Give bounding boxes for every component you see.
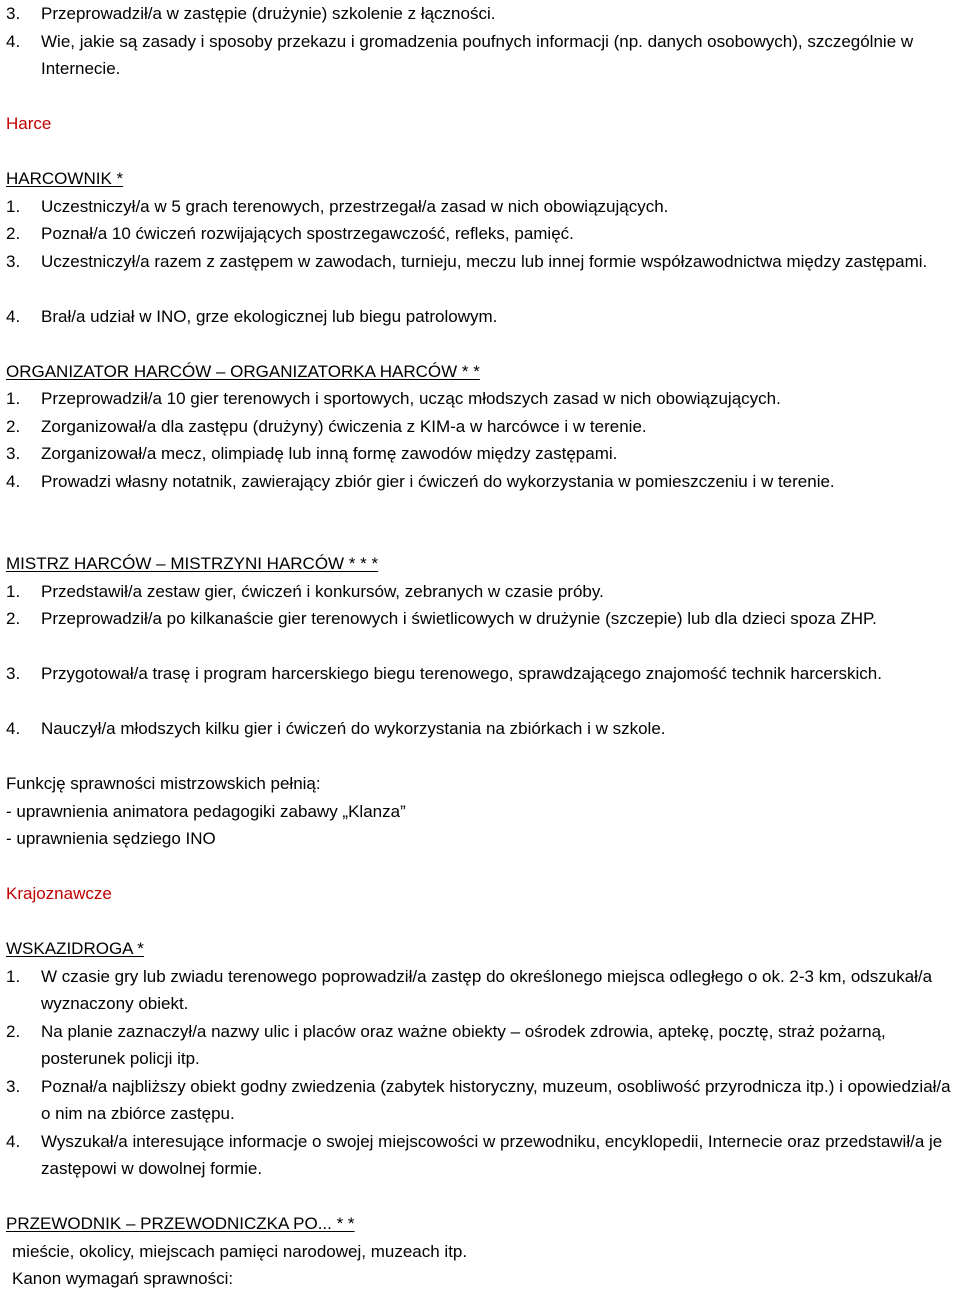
item-text: Nauczył/a młodszych kilku gier i ćwiczeń do wykorzystania na zbiórkach i w szkole. bbox=[41, 719, 666, 738]
item-text: W czasie gry lub zwiadu terenowego poprowadził/a zastęp do określonego miejsca odległego o ok. 2-3 km, odszukał/a wyznaczony obiekt. bbox=[41, 966, 933, 1013]
item-text: Poznał/a 10 ćwiczeń rozwijających spostrzegawczość, refleks, pamięć. bbox=[41, 224, 574, 243]
item-number: 3. bbox=[6, 1076, 21, 1096]
list-item bbox=[6, 413, 956, 441]
item-number: 1. bbox=[6, 196, 21, 216]
list-item bbox=[6, 220, 956, 248]
item-text: Na planie zaznaczył/a nazwy ulic i placów oraz ważne obiekty – ośrodek zdrowia, aptekę, pocztę, straż pożarną, posterunek policji itp. bbox=[41, 1021, 886, 1068]
item-number: 3. bbox=[6, 251, 21, 271]
item-number: 4. bbox=[6, 1131, 21, 1151]
funkcje-line: - uprawnienia sędziego INO bbox=[6, 829, 216, 848]
list-item bbox=[6, 1128, 956, 1183]
item-text: Wie, jakie są zasady i sposoby przekazu i gromadzenia poufnych informacji (np. danych osobowych), szczególnie w Internecie. bbox=[41, 31, 914, 78]
przewodnik-scope: mieście, okolicy, miejscach pamięci narodowej, muzeach itp. bbox=[12, 1241, 468, 1261]
list-item bbox=[6, 715, 956, 743]
item-number: 3. bbox=[6, 4, 21, 23]
item-number: 2. bbox=[6, 224, 21, 243]
item-text: Zorganizował/a dla zastępu (drużyny) ćwiczenia z KIM-a w harcówce i w terenie. bbox=[41, 416, 647, 436]
item-text: Poznał/a najbliższy obiekt godny zwiedzenia (zabytek historyczny, muzeum, osobliwość przyrodnicza itp.) i opowiedział/a o nim na zbiórce zastępu. bbox=[41, 1076, 951, 1123]
item-text: Uczestniczył/a razem z zastępem w zawodach, turnieju, meczu lub innej formie współzawodnictwa między zastępami. bbox=[41, 251, 928, 271]
item-number: 2. bbox=[6, 609, 21, 628]
item-number: 1. bbox=[6, 389, 21, 408]
item-text: Przedstawił/a zestaw gier, ćwiczeń i konkursów, zebranych w czasie próby. bbox=[41, 581, 604, 601]
section-title-krajoznawcze: Krajoznawcze bbox=[6, 884, 112, 903]
item-text: Wyszukał/a interesujące informacje o swojej miejscowości w przewodniku, encyklopedii, Internecie oraz przedstawił/a je zastępowi w dowolnej formie. bbox=[41, 1131, 943, 1178]
item-number: 4. bbox=[6, 31, 21, 51]
item-number: 1. bbox=[6, 581, 21, 601]
item-text: Uczestniczył/a w 5 grach terenowych, przestrzegał/a zasad w nich obowiązujących. bbox=[41, 196, 669, 216]
item-number: 1. bbox=[6, 966, 21, 986]
item-number: 3. bbox=[6, 664, 21, 683]
item-number: 2. bbox=[6, 1021, 21, 1041]
list-item bbox=[6, 605, 956, 633]
item-number: 4. bbox=[6, 471, 21, 491]
list-item bbox=[6, 660, 956, 688]
list-item bbox=[6, 440, 956, 468]
heading-harcownik: HARCOWNIK * bbox=[6, 169, 124, 188]
list-item bbox=[6, 193, 956, 221]
list-item bbox=[6, 1073, 956, 1128]
list-item bbox=[6, 468, 956, 496]
list-item bbox=[6, 385, 956, 413]
heading-mistrz: MISTRZ HARCÓW – MISTRZYNI HARCÓW * * * bbox=[6, 554, 379, 573]
item-text: Prowadzi własny notatnik, zawierający zbiór gier i ćwiczeń do wykorzystania w pomieszczeniu i w terenie. bbox=[41, 471, 835, 491]
section-title-harce: Harce bbox=[6, 114, 52, 133]
funkcje-intro: Funkcję sprawności mistrzowskich pełnią: bbox=[6, 774, 321, 793]
item-text: Przeprowadził/a w zastępie (drużynie) szkolenie z łączności. bbox=[41, 4, 496, 23]
list-item bbox=[6, 963, 956, 1018]
heading-przewodnik: PRZEWODNIK – PRZEWODNICZKA PO... * * bbox=[6, 1214, 355, 1233]
item-number: 2. bbox=[6, 416, 21, 436]
list-item bbox=[6, 28, 956, 83]
item-number: 4. bbox=[6, 306, 21, 326]
item-number: 3. bbox=[6, 444, 21, 463]
heading-organizator: ORGANIZATOR HARCÓW – ORGANIZATORKA HARCÓW * * bbox=[6, 361, 480, 381]
item-text: Zorganizował/a mecz, olimpiadę lub inną formę zawodów między zastępami. bbox=[41, 444, 618, 463]
list-item bbox=[6, 0, 956, 28]
list-item bbox=[6, 303, 956, 331]
item-text: Przeprowadził/a 10 gier terenowych i sportowych, ucząc młodszych zasad w nich obowiązujących. bbox=[41, 389, 781, 408]
item-number: 4. bbox=[6, 719, 21, 738]
list-item bbox=[6, 578, 956, 606]
item-text: Przygotował/a trasę i program harcerskiego biegu terenowego, sprawdzającego znajomość technik harcerskich. bbox=[41, 664, 882, 683]
list-item bbox=[6, 1018, 956, 1073]
heading-wskazidroga: WSKAZIDROGA * bbox=[6, 939, 144, 958]
list-item bbox=[6, 248, 956, 276]
item-text: Brał/a udział w INO, grze ekologicznej lub biegu patrolowym. bbox=[41, 306, 498, 326]
item-text: Przeprowadził/a po kilkanaście gier terenowych i świetlicowych w drużynie (szczepie) lub dla dzieci spoza ZHP. bbox=[41, 609, 877, 628]
przewodnik-kanon: Kanon wymagań sprawności: bbox=[12, 1269, 234, 1288]
funkcje-line: - uprawnienia animatora pedagogiki zabawy „Klanza” bbox=[6, 801, 406, 821]
